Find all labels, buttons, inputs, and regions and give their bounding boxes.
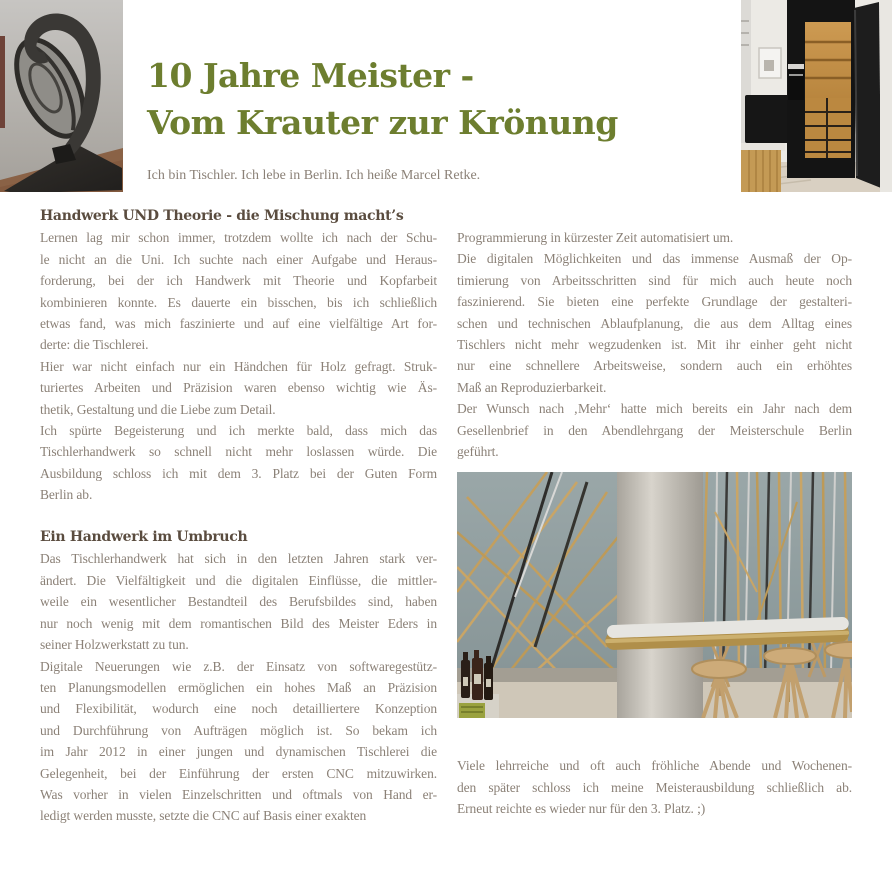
sculpture-photo (0, 0, 123, 192)
text-line: Gesellenbrief in den Abendlehrgang der Meisterschule Berlin (457, 422, 852, 438)
text-line: le nicht an die Uni. Ich suchte nach einer Aufgabe und Heraus- (40, 251, 437, 267)
text-line: weile ein wesentlicher Bestandteil des Berufsbildes sind, haben (40, 594, 437, 610)
page-subtitle: Ich bin Tischler. Ich lebe in Berlin. Ich heiße Marcel Retke. (147, 168, 481, 183)
text-line: schen und technischen Ablaufplanung, die aus dem Alltag eines (457, 315, 852, 331)
text-line: nur eine schnellere Arbeitsweise, sondern auch ein erhöhtes (457, 358, 852, 374)
text-line: Hier war nicht einfach nur ein Händchen für Holz gefragt. Struk- (40, 358, 437, 374)
text-line: Der Wunsch nach ‚Mehr‘ hatte mich bereits ein Jahr nach dem (457, 401, 852, 417)
paragraph (40, 548, 437, 655)
article-column-left (40, 206, 437, 827)
text-line: Ausbildung schloss ich mit dem 3. Platz bei der Guten Form (40, 465, 437, 481)
paragraph (40, 656, 437, 827)
text-line: nur noch wenig mit dem romantischen Bild des Meister Eders in (40, 615, 437, 631)
text-line: Berlin ab. (40, 487, 93, 503)
text-line: im Jahr 2012 in einer jungen und dynamischen Tischlerei die (40, 744, 437, 760)
island-panel (745, 95, 790, 143)
text-line: Tischlers nicht mehr wegzudenken ist. Mit ihr einher geht nicht (457, 337, 852, 353)
paragraph (457, 227, 852, 248)
text-line: ten Planungsmodellen ermöglichen ein hohes Maß an Präzision (40, 679, 437, 695)
text-line: Tischlerhandwerk so schnell nicht mehr loslassen würde. Die (40, 444, 437, 460)
section-heading-1: Handwerk UND Theorie - die Mischung macht’s (40, 208, 404, 224)
page-title-line2: Vom Krauter zur Krönung (147, 103, 618, 142)
bar-table-photo (457, 472, 852, 718)
text-line: und Durchführung von Aufträgen möglich ist. So bekam ich (40, 722, 437, 738)
text-line: ändert. Die Vielfältigkeit und die digitalen Einflüsse, die mittler- (40, 572, 437, 588)
text-line: thetik, Gestaltung und die Liebe zum Detail. (40, 401, 276, 417)
text-line: turiertes Arbeiten und Präzision waren ebenso wichtig wie Äs- (40, 380, 437, 396)
paragraph (40, 356, 437, 420)
paragraph (40, 420, 437, 506)
text-line: Lernen lag mir schon immer, trotzdem wollte ich nach der Schu- (40, 230, 437, 246)
text-line: etwas fand, was mich faszinierte und auf eine vielfältige Art for- (40, 316, 437, 332)
text-line: geführt. (457, 444, 499, 460)
article-column-right (457, 227, 852, 820)
text-line: derte: die Tischlerei. (40, 337, 149, 353)
paragraph (457, 248, 852, 398)
text-line: Ich spürte Begeisterung und ich merkte bald, dass mich das (40, 423, 437, 439)
page-title-line1: 10 Jahre Meister - (147, 56, 474, 95)
text-line: Gelegenheit, bei der Einführung der ersten CNC mitzuwirken. (40, 765, 437, 781)
page-title (147, 52, 618, 146)
text-line: und Flexibilität, wodurch eine noch detailliertere Konzeption (40, 701, 437, 717)
text-line: Das Tischlerhandwerk hat sich in den letzten Jahren stark ver- (40, 551, 437, 567)
text-line: forderung, bei der ich Handwerk mit Theorie und Kopfarbeit (40, 273, 437, 289)
text-line: faszinierend. Sie bieten eine perfekte Grundlage der gestalteri- (457, 294, 852, 310)
text-line: timierung von Arbeitsschritten sind für mich auch heute noch (457, 272, 852, 288)
photo-caption (457, 755, 852, 819)
section-heading-2: Ein Handwerk im Umbruch (40, 529, 248, 546)
kitchen-photo (741, 0, 892, 192)
open-cabinet-door (854, 2, 881, 188)
paragraph (457, 398, 852, 462)
text-line: Erneut reichte es wieder nur für den 3. Platz. ;) (457, 801, 706, 817)
paragraph (40, 227, 437, 355)
text-line: Digitale Neuerungen wie z.B. der Einsatz von softwaregestütz- (40, 658, 437, 674)
text-line: Programmierung in kürzester Zeit automatisiert um. (457, 230, 734, 245)
text-line: ledigt werden musste, setzte die CNC auf Basis einer exakten (40, 808, 367, 824)
text-line: Maß an Reproduzierbarkeit. (457, 379, 607, 395)
text-line: Die digitalen Möglichkeiten und das immense Ausmaß der Op- (457, 251, 852, 267)
countertop (741, 143, 785, 151)
door-frame (0, 36, 5, 128)
oak-island (741, 150, 781, 192)
text-line: Viele lehrreiche und oft auch fröhliche Abende und Wochenen- (457, 758, 852, 774)
text-line: den später schloss ich meine Meisterausbildung schließlich ab. (457, 779, 852, 795)
text-line: Was vorher in vielen Einzelschritten und oftmals von Hand er- (40, 786, 437, 802)
text-line: seiner Holzwerkstatt zu tun. (40, 637, 189, 653)
concrete-column (617, 472, 703, 718)
text-line: kombinieren konnte. Es dauerte ein bisschen, bis ich schließlich (40, 294, 437, 310)
